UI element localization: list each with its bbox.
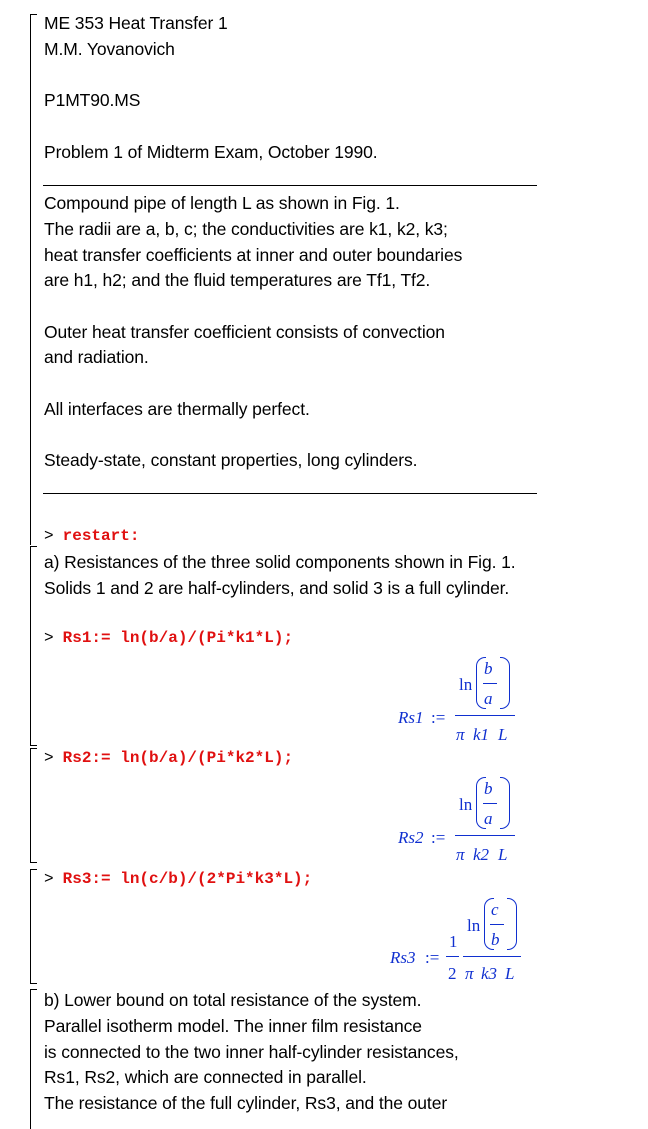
divider-bottom bbox=[43, 493, 537, 494]
course-title: ME 353 Heat Transfer 1 bbox=[44, 13, 228, 33]
fraction-bar bbox=[463, 956, 521, 957]
conductivity: k3 bbox=[481, 964, 498, 983]
prompt-symbol: > bbox=[44, 527, 54, 545]
section-b-line: is connected to the two inner half-cylinder resistances, bbox=[44, 1042, 459, 1062]
problem-statement: Problem 1 of Midterm Exam, October 1990. bbox=[44, 142, 378, 162]
ln-function: ln bbox=[459, 675, 473, 694]
pi-symbol: π bbox=[465, 964, 474, 983]
group-bracket-section-b[interactable] bbox=[30, 989, 37, 1129]
frac-numerator: b bbox=[484, 659, 493, 678]
divider-top bbox=[43, 185, 537, 186]
inner-fraction-bar bbox=[483, 803, 497, 804]
prompt-symbol: > bbox=[44, 629, 54, 647]
description-line: heat transfer coefficients at inner and outer boundaries bbox=[44, 245, 463, 265]
command-input[interactable]: Rs1:= ln(b/a)/(Pi*k1*L); bbox=[62, 629, 294, 647]
prompt-symbol: > bbox=[44, 870, 54, 888]
output-lhs: Rs1 bbox=[398, 708, 424, 727]
section-b-line: Parallel isotherm model. The inner film resistance bbox=[44, 1016, 422, 1036]
inner-fraction-bar bbox=[483, 683, 497, 684]
input-line-rs2[interactable] bbox=[44, 748, 293, 768]
fraction-bar bbox=[455, 715, 515, 716]
command-input[interactable]: restart: bbox=[62, 527, 140, 545]
section-b-line: The resistance of the full cylinder, Rs3, and the outer bbox=[44, 1093, 448, 1113]
assign-symbol: := bbox=[431, 708, 446, 727]
assign-symbol: := bbox=[425, 948, 440, 967]
output-lhs: Rs2 bbox=[398, 828, 424, 847]
left-paren bbox=[476, 777, 486, 829]
description-line: Compound pipe of length L as shown in Fig. 1. bbox=[44, 193, 400, 213]
section-a-line: a) Resistances of the three solid components shown in Fig. 1. bbox=[44, 552, 516, 572]
frac-numerator: c bbox=[491, 900, 499, 919]
left-paren bbox=[484, 898, 494, 950]
fraction-bar bbox=[455, 835, 515, 836]
section-a-line: Solids 1 and 2 are half-cylinders, and solid 3 is a full cylinder. bbox=[44, 578, 510, 598]
command-input[interactable]: Rs2:= ln(b/a)/(Pi*k2*L); bbox=[62, 749, 294, 767]
denominator-two: 2 bbox=[448, 964, 457, 983]
outer-coefficient-line: and radiation. bbox=[44, 347, 149, 367]
ln-function: ln bbox=[459, 795, 473, 814]
description-line: The radii are a, b, c; the conductivities are k1, k2, k3; bbox=[44, 219, 448, 239]
frac-denominator: b bbox=[491, 930, 500, 949]
steady-state-note: Steady-state, constant properties, long cylinders. bbox=[44, 450, 418, 470]
description-line: are h1, h2; and the fluid temperatures are Tf1, Tf2. bbox=[44, 270, 431, 290]
length: L bbox=[505, 964, 515, 983]
prompt-symbol: > bbox=[44, 749, 54, 767]
pi-symbol: π bbox=[456, 845, 465, 864]
length: L bbox=[498, 725, 508, 744]
length: L bbox=[498, 845, 508, 864]
input-line-rs1[interactable] bbox=[44, 628, 293, 648]
ln-function: ln bbox=[467, 916, 481, 935]
numerator-one: 1 bbox=[449, 932, 458, 951]
left-paren bbox=[476, 657, 486, 709]
group-bracket-rs2[interactable] bbox=[30, 748, 37, 863]
section-b-line: Rs1, Rs2, which are connected in parallel. bbox=[44, 1067, 367, 1087]
author: M.M. Yovanovich bbox=[44, 39, 175, 59]
conductivity: k2 bbox=[473, 845, 490, 864]
assign-symbol: := bbox=[431, 828, 446, 847]
frac-denominator: a bbox=[484, 689, 493, 708]
right-paren bbox=[500, 657, 510, 709]
group-bracket-section-a[interactable] bbox=[30, 546, 37, 746]
section-b-line: b) Lower bound on total resistance of the system. bbox=[44, 990, 422, 1010]
group-bracket-rs3[interactable] bbox=[30, 869, 37, 984]
interfaces-note: All interfaces are thermally perfect. bbox=[44, 399, 310, 419]
frac-numerator: b bbox=[484, 779, 493, 798]
input-line-restart[interactable] bbox=[44, 526, 139, 546]
input-line-rs3[interactable] bbox=[44, 869, 312, 889]
group-bracket-header[interactable] bbox=[30, 14, 37, 545]
pi-symbol: π bbox=[456, 725, 465, 744]
command-input[interactable]: Rs3:= ln(c/b)/(2*Pi*k3*L); bbox=[62, 870, 313, 888]
inner-fraction-bar bbox=[490, 924, 504, 925]
output-lhs: Rs3 bbox=[390, 948, 416, 967]
frac-denominator: a bbox=[484, 809, 493, 828]
conductivity: k1 bbox=[473, 725, 490, 744]
outer-coefficient-line: Outer heat transfer coefficient consists of convection bbox=[44, 322, 445, 342]
right-paren bbox=[500, 777, 510, 829]
coefficient-fraction-bar bbox=[446, 956, 459, 957]
file-name: P1MT90.MS bbox=[44, 90, 141, 110]
right-paren bbox=[507, 898, 517, 950]
